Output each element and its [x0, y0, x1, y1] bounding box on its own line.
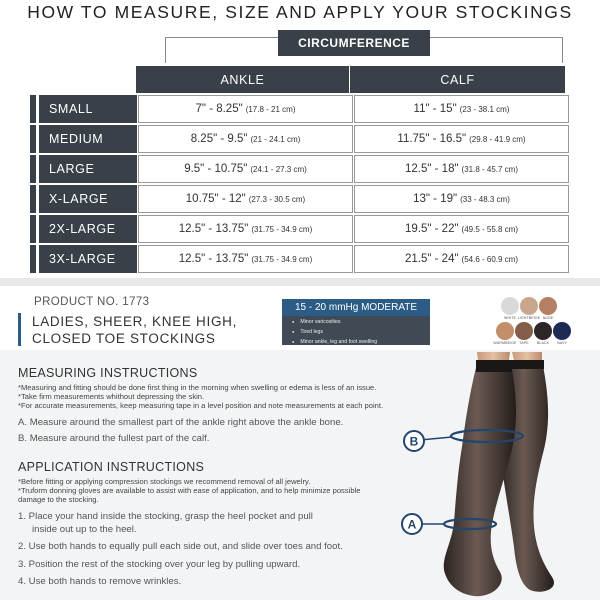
- size-row-small: [30, 94, 571, 124]
- calf-inches: 13" - 19": [413, 193, 458, 205]
- calf-inches: 21.5" - 24": [404, 253, 459, 265]
- calf-cm: (54.6 - 60.9 cm): [461, 254, 519, 264]
- row-stripe: [30, 125, 36, 153]
- measuring-note: *Measuring and fitting should be done first thing in the morning when swelling or edema is less of an issue.: [18, 383, 377, 392]
- calf-inches: 11" - 15": [413, 103, 457, 115]
- application-step-3: 3. Position the rest of the stocking over your leg by pulling upward.: [18, 559, 301, 570]
- swatch-white[interactable]: [501, 297, 519, 315]
- indication-item: ● Minor ankle, leg and foot swelling: [292, 337, 430, 347]
- swatch-navy[interactable]: [553, 322, 571, 340]
- size-row-medium: [30, 124, 571, 154]
- swatch-label: WHITE: [503, 316, 517, 320]
- calf-inches: 11.75" - 16.5": [397, 133, 467, 145]
- row-stripe: [30, 185, 36, 213]
- measuring-heading: MEASURING INSTRUCTIONS: [18, 366, 198, 380]
- calf-cell: [354, 125, 569, 153]
- indication-item: ● Tired legs: [292, 327, 430, 337]
- back-leg-band: [510, 360, 544, 369]
- calf-cm: (31.8 - 45.7 cm): [461, 164, 519, 174]
- application-step-4: 4. Use both hands to remove wrinkles.: [18, 576, 182, 587]
- swatch-lightbeige[interactable]: [520, 297, 538, 315]
- circumference-header: CIRCUMFERENCE: [278, 30, 430, 56]
- calf-inches: 12.5" - 18": [404, 163, 459, 175]
- stocking-legs-illustration: [392, 352, 600, 600]
- ankle-inches: 9.5" - 10.75": [184, 163, 248, 175]
- measuring-note: *For accurate measurements, keep measuring tape in a level position and note measurements at each point.: [18, 401, 384, 410]
- compression-level: 15 - 20 mmHg MODERATE: [282, 299, 430, 316]
- ankle-cell: [138, 245, 353, 273]
- product-name: [32, 313, 237, 347]
- swatch-label: WARMBEIGE: [493, 341, 517, 345]
- back-leg-skin: [512, 352, 542, 360]
- swatch-label: NAVY: [557, 341, 567, 345]
- application-step-2: 2. Use both hands to equally pull each side out, and slide over toes and foot.: [18, 541, 343, 552]
- size-label: 2X-LARGE: [39, 215, 137, 243]
- ankle-cm: (31.75 - 34.9 cm): [251, 224, 313, 234]
- compression-indications: [282, 316, 430, 345]
- calf-cell: [354, 245, 569, 273]
- application-step-1-cont: inside out up to the heel.: [32, 524, 137, 535]
- calf-cell: [354, 95, 569, 123]
- section-divider: [0, 278, 600, 286]
- size-row-2x-large: [30, 214, 571, 244]
- calf-column-header: CALF: [350, 66, 565, 93]
- swatch-label: NUDE: [542, 316, 554, 320]
- size-row-large: [30, 154, 571, 184]
- application-step-1: 1. Place your hand inside the stocking, grasp the heel pocket and pull: [18, 511, 313, 522]
- ankle-inches: 12.5" - 13.75": [178, 223, 249, 235]
- size-label: 3X-LARGE: [39, 245, 137, 273]
- size-label: X-LARGE: [39, 185, 137, 213]
- ankle-inches: 8.25" - 9.5": [190, 133, 248, 145]
- product-accent-bar: [18, 313, 21, 346]
- swatch-warmbeige[interactable]: [496, 322, 514, 340]
- size-row-x-large: [30, 184, 571, 214]
- front-leg-skin: [477, 352, 510, 360]
- ankle-inches: 10.75" - 12": [185, 193, 246, 205]
- ankle-marker-a-label: A: [407, 517, 417, 532]
- row-stripe: [30, 155, 36, 183]
- application-heading: APPLICATION INSTRUCTIONS: [18, 460, 205, 474]
- indication-item: ● Minor varicosities: [292, 317, 430, 327]
- measuring-step-a: A. Measure around the smallest part of the ankle right above the ankle bone.: [18, 417, 344, 428]
- ankle-cell: [138, 95, 353, 123]
- row-stripe: [30, 245, 36, 273]
- calf-cm: (49.5 - 55.8 cm): [461, 224, 519, 234]
- calf-cell: [354, 155, 569, 183]
- ankle-cell: [138, 125, 353, 153]
- calf-cell: [354, 215, 569, 243]
- swatch-black[interactable]: [534, 322, 552, 340]
- ankle-column-header: ANKLE: [136, 66, 349, 93]
- swatch-label: LIGHTBEIGE: [517, 316, 541, 320]
- swatch-label: BLACK: [536, 341, 550, 345]
- size-row-3x-large: [30, 244, 571, 274]
- calf-cm: (29.8 - 41.9 cm): [469, 134, 526, 144]
- ankle-cell: [138, 155, 353, 183]
- calf-cm: (23 - 38.1 cm): [459, 104, 510, 114]
- swatch-tape[interactable]: [515, 322, 533, 340]
- product-name-line1: LADIES, SHEER, KNEE HIGH,: [32, 314, 238, 329]
- product-name-line2: CLOSED TOE STOCKINGS: [32, 331, 216, 346]
- calf-cm: (33 - 48.3 cm): [460, 194, 510, 204]
- ankle-cell: [138, 185, 353, 213]
- ankle-cm: (21 - 24.1 cm): [250, 134, 301, 144]
- size-chart: [30, 94, 571, 274]
- ankle-cm: (31.75 - 34.9 cm): [251, 254, 313, 264]
- application-note: *Truform donning gloves are available to assist with ease of application, and to help minimize possible damage to the stocking.: [18, 486, 361, 505]
- measuring-note: *Take firm measurements whithout depressing the skin.: [18, 392, 205, 401]
- row-stripe: [30, 95, 36, 123]
- size-label: MEDIUM: [39, 125, 137, 153]
- product-number: PRODUCT NO. 1773: [34, 296, 150, 308]
- ankle-inches: 7" - 8.25": [195, 103, 243, 115]
- swatch-nude[interactable]: [539, 297, 557, 315]
- application-note: *Before fitting or applying compression stockings we recommend removal of all jewelry.: [18, 477, 311, 486]
- swatch-label: TAPE: [519, 341, 529, 345]
- size-label: LARGE: [39, 155, 137, 183]
- calf-marker-b-label: B: [409, 434, 419, 449]
- measuring-step-b: B. Measure around the fullest part of the calf.: [18, 433, 210, 444]
- row-stripe: [30, 215, 36, 243]
- ankle-cell: [138, 215, 353, 243]
- ankle-cm: (17.8 - 21 cm): [245, 104, 296, 114]
- calf-inches: 19.5" - 22": [404, 223, 459, 235]
- calf-cell: [354, 185, 569, 213]
- ankle-inches: 12.5" - 13.75": [178, 253, 249, 265]
- ankle-cm: (27.3 - 30.5 cm): [248, 194, 306, 204]
- front-leg-band: [476, 360, 512, 372]
- ankle-cm: (24.1 - 27.3 cm): [250, 164, 307, 174]
- size-label: SMALL: [39, 95, 137, 123]
- page-title: HOW TO MEASURE, SIZE AND APPLY YOUR STOCKINGS: [27, 2, 573, 22]
